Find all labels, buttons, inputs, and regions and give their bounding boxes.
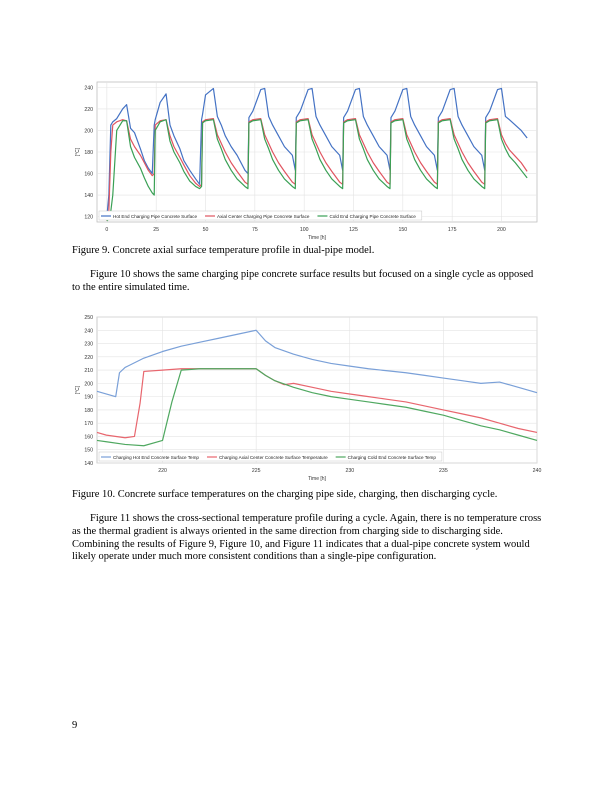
legend-label-axial-center-charging-pipe-concrete-surface: Axial Center Charging Pipe Concrete Surface [217,213,310,219]
x-tick-label: 230 [345,468,355,474]
figure-9-chart [0,0,612,245]
x-axis-label: Time [h] [308,476,326,482]
page-number: 9 [72,720,78,731]
x-tick-label: 0 [105,227,109,233]
legend-label-charging-hot-end-concrete-surface-temp: Charging Hot End Concrete Surface Temp [113,454,199,460]
x-tick-label: 220 [158,468,167,474]
x-axis-label: Time [h] [308,235,326,241]
y-tick-label: 220 [84,354,93,361]
y-tick-label: 200 [84,128,93,135]
legend-label-charging-cold-end-concrete-surface-temp: Charging Cold End Concrete Surface Temp [347,454,436,460]
x-tick-label: 25 [153,227,160,233]
y-axis-label: [°C] [75,385,81,395]
y-tick-label: 220 [84,106,93,113]
legend-label-cold-end-charging-pipe-concrete-surface: Cold End Charging Pipe Concrete Surface [329,213,416,219]
figure-9-caption: Figure 9. Concrete axial surface temperature profile in dual-pipe model. [72,245,375,256]
y-tick-label: 190 [84,394,93,401]
y-tick-label: 140 [84,193,93,200]
y-tick-label: 210 [84,368,93,375]
x-tick-label: 175 [447,227,457,233]
y-tick-label: 140 [84,461,93,467]
x-tick-label: 150 [398,227,408,233]
x-tick-label: 125 [349,227,358,233]
x-tick-label: 235 [439,468,448,474]
y-tick-label: 200 [84,381,93,388]
chart-legend [99,211,422,220]
chart-legend [99,452,442,461]
y-tick-label: 160 [84,434,93,441]
y-tick-label: 240 [84,328,93,335]
x-tick-label: 100 [299,227,309,233]
y-axis-label: [°C] [75,147,81,157]
x-tick-label: 50 [202,227,209,233]
figure-10-chart [0,300,612,485]
legend-label-hot-end-charging-pipe-concrete-surface: Hot End Charging Pipe Concrete Surface [113,213,198,219]
y-tick-label: 180 [84,407,93,414]
y-tick-label: 180 [84,150,93,156]
y-tick-label: 250 [84,315,93,321]
legend-label-charging-axial-center-concrete-surface-temperature: Charging Axial Center Concrete Surface Temperature [218,454,328,460]
y-tick-label: 160 [84,171,93,178]
y-tick-label: 240 [84,85,93,92]
y-tick-label: 230 [84,341,93,348]
figure-10-caption: Figure 10. Concrete surface temperatures on the charging pipe side, charging, then discharging cycle. [72,489,498,500]
x-tick-label: 225 [251,468,261,474]
y-tick-label: 170 [84,421,93,428]
y-tick-label: 120 [84,214,93,221]
x-tick-label: 200 [497,227,506,233]
y-tick-label: 150 [84,447,93,454]
paragraph-figure-11-discussion: Figure 11 shows the cross-sectional temperature profile during a cycle. Again, there is no temperature cross as the thermal gradient is always oriented in the same direction from charging side to discharging side. Combining the results of Figure 9, Figure 10, and Figure 11 indicates that a dual-pipe concrete system would likely operate under much more consistent conditions than a single-pipe configuration. [72,513,542,563]
plot-area [97,317,537,463]
x-tick-label: 75 [251,227,258,233]
x-tick-label: 240 [532,468,542,474]
paragraph-figure-10-intro: Figure 10 shows the same charging pipe concrete surface results but focused on a single cycle as opposed to the entire simulated time. [72,269,534,293]
